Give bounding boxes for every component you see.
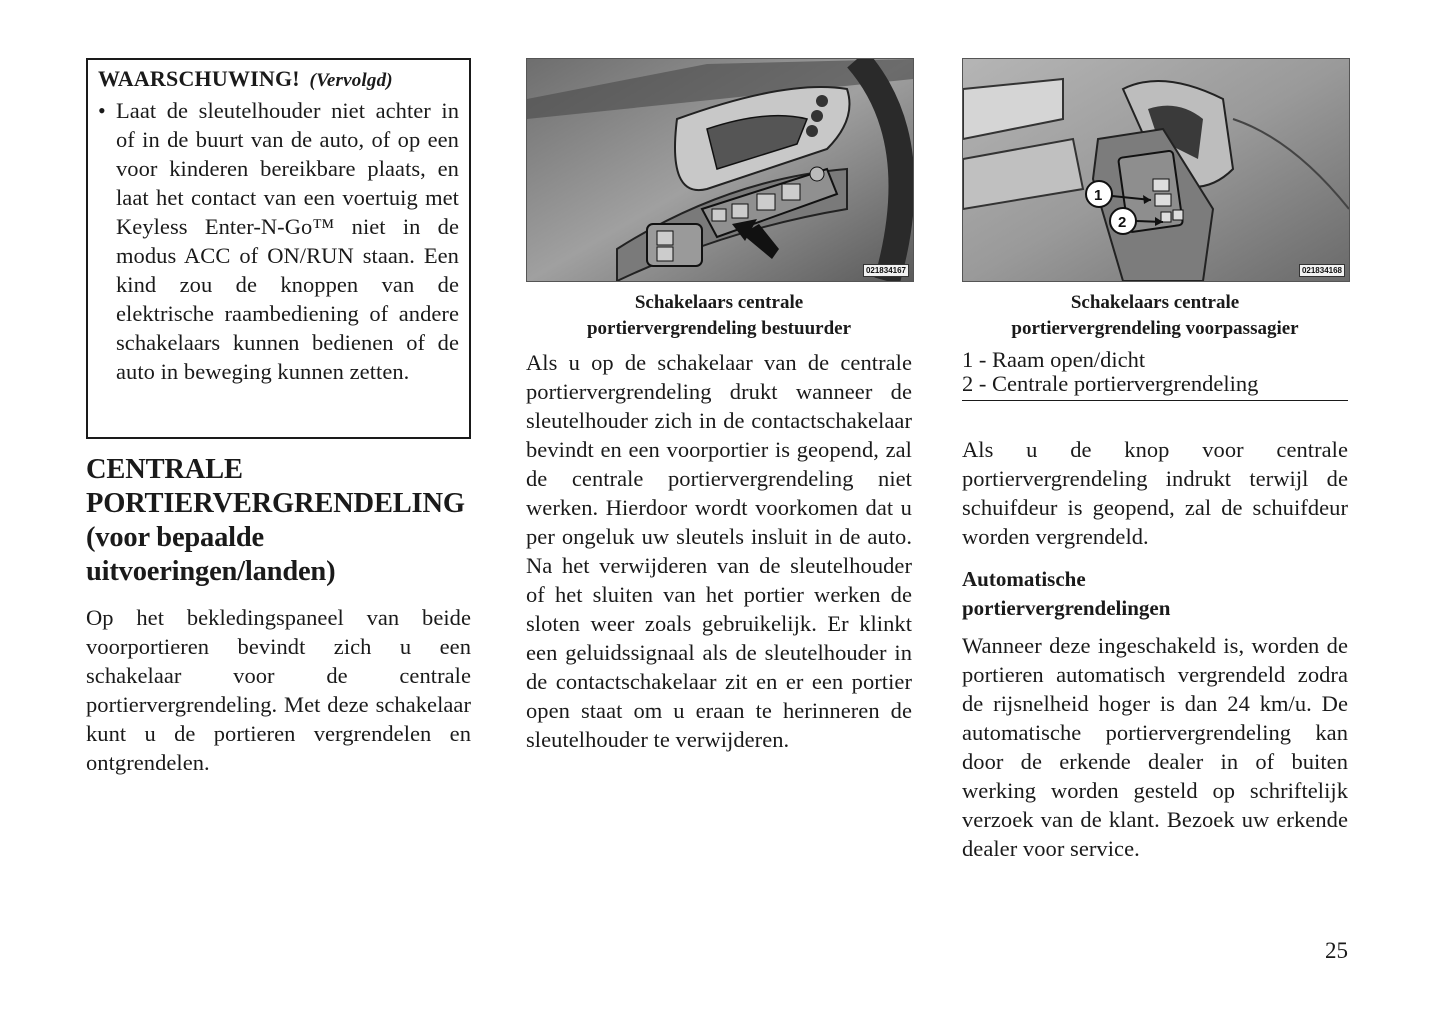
warning-title-text: WAARSCHUWING! xyxy=(98,66,300,91)
column-1 xyxy=(86,58,471,777)
intro-paragraph: Op het bekledingspaneel van beide voorportieren bevindt zich u een schakelaar voor de centrale portiervergrendeling. Met deze schakelaar kunt u de portieren vergrendelen en ontgrendelen. xyxy=(86,605,471,775)
figure-id: 021834168 xyxy=(1299,264,1345,277)
figure-id: 021834167 xyxy=(863,264,909,277)
passenger-lock-switch-figure xyxy=(962,58,1350,282)
driver-lock-switch-figure xyxy=(526,58,914,282)
section-heading-line: CENTRALE xyxy=(86,454,243,485)
driver-door-panel-illustration xyxy=(527,59,913,281)
caption-line: Schakelaars centrale xyxy=(1070,292,1240,313)
warning-box xyxy=(86,58,471,439)
callout-2: 2 xyxy=(1118,214,1127,231)
figure-caption xyxy=(526,290,912,342)
warning-title xyxy=(98,66,459,92)
section-heading-line: (voor bepaalde xyxy=(86,522,264,553)
caption-line: portiervergrendeling bestuurder xyxy=(586,318,852,339)
bullet-icon: • xyxy=(98,98,106,123)
subheading-line: portiervergrendelingen xyxy=(962,596,1171,620)
figure-caption xyxy=(962,290,1348,342)
warning-continued: (Vervolgd) xyxy=(309,70,393,91)
warning-bullet-text: Laat de sleutelhouder niet achter in of in de buurt van de auto, of op een voor kinderen bereikbare plaats, en laat het contact van een voertuig met Keyless Enter-N-Go™ niet in de modus ACC of ON/RUN staan. Een kind zou de knoppen van de elektrische raambediening of andere schakelaars kunnen bedienen of de auto in beweging kunnen zetten. xyxy=(116,98,459,384)
figure-legend xyxy=(962,348,1348,401)
section-heading xyxy=(86,453,471,589)
warning-bullet-item xyxy=(98,96,459,386)
legend-item: 1 - Raam open/dicht xyxy=(962,347,1146,372)
passenger-door-panel-illustration xyxy=(963,59,1349,281)
driver-paragraph: Als u op de schakelaar van de centrale portiervergrendeling drukt wanneer de sleutelhouder zich in de contactschakelaar bevindt en een voorportier is geopend, zal de centrale portiervergrendeling niet werken. Hierdoor wordt voorkomen dat u per ongeluk uw sleutels insluit in de auto. Na het verwijderen van de sleutelhouder of het sluiten van het portier werken de sloten weer zoals gebruikelijk. Er klinkt een geluidssignaal als de sleutelhouder in de contactschakelaar zit en er een portier open staat om u eraan te herinneren de sleutelhouder te verwijderen. xyxy=(526,350,912,752)
sliding-door-paragraph: Als u de knop voor centrale portiervergrendeling indrukt terwijl de schuifdeur is geopend, zal de schuifdeur worden vergrendeld. xyxy=(962,437,1348,549)
subheading-line: Automatische xyxy=(962,567,1086,591)
subheading-automatic-locks xyxy=(962,565,1348,623)
column-2 xyxy=(526,58,912,754)
page-number: 25 xyxy=(1325,938,1348,963)
automatic-locks-paragraph: Wanneer deze ingeschakeld is, worden de portieren automatisch vergrendeld zodra de rijsnelheid hoger is dan 24 km/u. De automatische portiervergrendeling kan door de erkende dealer in of buiten werking worden gesteld op schriftelijk verzoek van de klant. Bezoek uw erkende dealer voor service. xyxy=(962,633,1348,861)
caption-line: portiervergrendeling voorpassagier xyxy=(1011,318,1299,339)
column-3 xyxy=(962,58,1348,863)
section-heading-line: uitvoeringen/landen) xyxy=(86,556,336,587)
caption-line: Schakelaars centrale xyxy=(634,292,804,313)
section-heading-line: PORTIERVERGRENDELING xyxy=(86,488,465,519)
callout-1: 1 xyxy=(1094,187,1103,204)
legend-item: 2 - Centrale portiervergrendeling xyxy=(962,371,1259,396)
